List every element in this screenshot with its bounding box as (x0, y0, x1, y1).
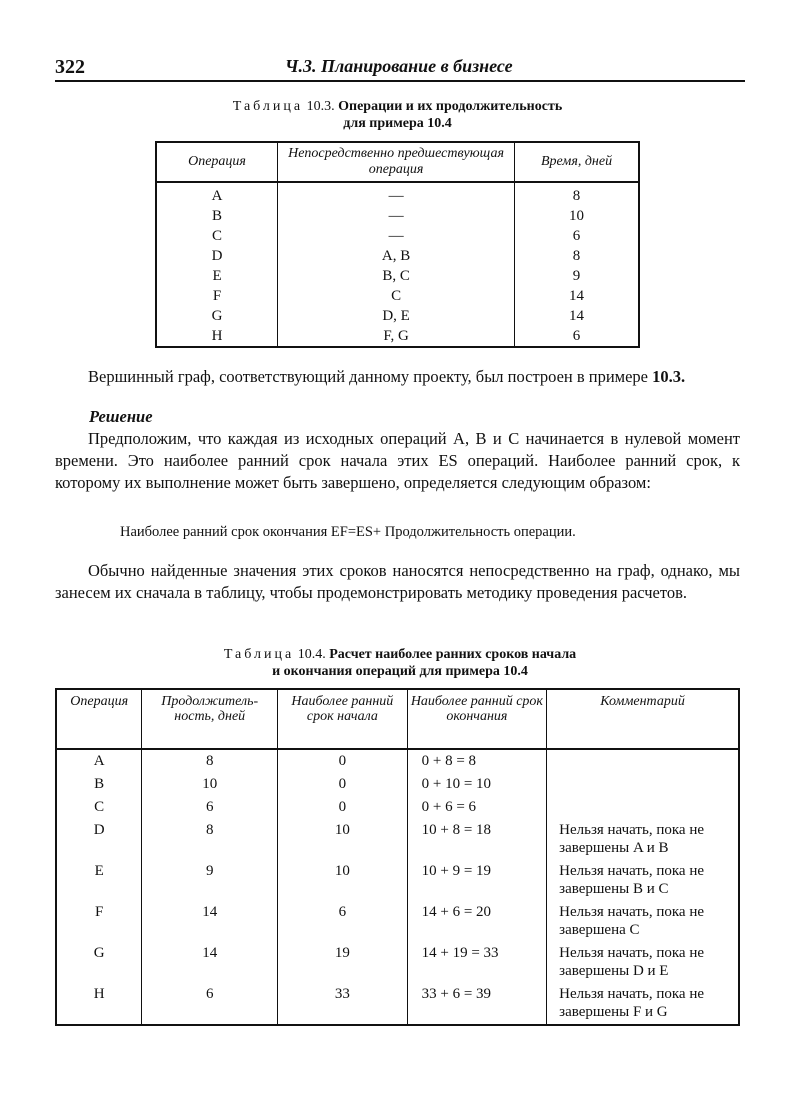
example-reference: 10.3. (652, 367, 686, 386)
table-row (56, 983, 739, 1025)
table-cell: B, C (278, 266, 515, 286)
table-row (56, 796, 739, 819)
table-row (56, 749, 739, 773)
caption-title: Операции и их продолжительность (338, 99, 563, 114)
table-cell: — (278, 206, 515, 226)
table-cell: 6 (572, 328, 581, 344)
caption-number: 10.4. (297, 647, 326, 662)
table-cell: A, B (278, 246, 515, 266)
table-cell (547, 773, 739, 796)
table-cell: 10 + 9 = 19 (407, 860, 547, 901)
paragraph-text: Вершинный граф, соответствующий данному проекту, был построен в примере (88, 367, 653, 386)
table-row (156, 246, 639, 266)
table-cell: C (156, 226, 278, 246)
table-cell: 33 (278, 983, 408, 1025)
table-cell: A (156, 182, 278, 206)
table-row (156, 326, 639, 347)
table-cell: A (56, 749, 142, 773)
table-cell: 6 (572, 228, 581, 244)
table-cell: E (56, 860, 142, 901)
table-10-3-caption (155, 98, 640, 132)
table-cell: H (156, 326, 278, 347)
table-row (156, 266, 639, 286)
table-10-4 (55, 688, 740, 1026)
table-cell: 19 (278, 942, 408, 983)
table-cell: 6 (142, 796, 278, 819)
table-cell: D (56, 819, 142, 860)
table-row (156, 306, 639, 326)
table-cell: F, G (278, 326, 515, 347)
table-row (156, 206, 639, 226)
column-header: Комментарий (547, 689, 739, 749)
table-cell: Нельзя начать, пока не завершены A и B (559, 822, 705, 856)
column-header: Наиболее ранний срок окончания (407, 689, 547, 749)
table-row (156, 226, 639, 246)
table-cell: 10 (278, 860, 408, 901)
table-cell: 0 (278, 749, 408, 773)
table-row (156, 182, 639, 206)
table-cell: Нельзя начать, пока не завершены F и G (559, 986, 705, 1020)
table-cell: 33 + 6 = 39 (407, 983, 547, 1025)
table-cell: 0 + 10 = 10 (407, 773, 547, 796)
table-cell: 8 (142, 749, 278, 773)
table-cell: C (56, 796, 142, 819)
table-10-3 (155, 141, 640, 348)
table-row (56, 901, 739, 942)
caption-title-line2: и окончания операций для примера 10.4 (272, 664, 528, 679)
column-header: Продолжитель-ность, дней (142, 689, 278, 749)
table-cell: 10 (569, 208, 585, 224)
table-cell: 6 (142, 983, 278, 1025)
caption-title-line2: для примера 10.4 (343, 116, 452, 131)
table-cell: B (56, 773, 142, 796)
table-cell: G (156, 306, 278, 326)
table-cell: H (56, 983, 142, 1025)
table-cell: D, E (278, 306, 515, 326)
table-cell: — (278, 226, 515, 246)
page-number: 322 (55, 56, 85, 78)
formula: Наиболее ранний срок окончания EF=ES+ Продолжительность операции. (120, 524, 576, 540)
table-cell: 0 + 6 = 6 (407, 796, 547, 819)
table-cell: B (156, 206, 278, 226)
caption-title: Расчет наиболее ранних сроков начала (329, 647, 577, 662)
running-header (55, 54, 745, 82)
table-10-4-caption (150, 646, 650, 680)
table-cell: 10 (142, 773, 278, 796)
table-row (56, 819, 739, 860)
table-cell: 10 (278, 819, 408, 860)
chapter-title: Ч.3. Планирование в бизнесе (285, 56, 513, 76)
table-cell: 8 (142, 819, 278, 860)
caption-label: Таблица (232, 99, 304, 114)
table-cell: F (56, 901, 142, 942)
table-cell: — (278, 182, 515, 206)
table-cell: 6 (278, 901, 408, 942)
table-row (56, 773, 739, 796)
table-cell: C (278, 286, 515, 306)
table-cell (547, 796, 739, 819)
column-header: Операция (56, 689, 142, 749)
table-row (56, 860, 739, 901)
table-cell: Нельзя начать, пока не завершена C (559, 904, 705, 938)
table-cell: 9 (572, 268, 581, 284)
column-header: Непосредственно предшествующая операция (278, 142, 515, 182)
column-header: Операция (156, 142, 278, 182)
caption-label: Таблица (223, 647, 295, 662)
caption-number: 10.3. (306, 99, 335, 114)
table-cell: Нельзя начать, пока не завершены D и E (559, 945, 705, 979)
table-cell: 14 (569, 308, 585, 324)
table-cell: E (156, 266, 278, 286)
paragraph-solution: Предположим, что каждая из исходных операций A, B и C начинается в нулевой момент времени. Это наиболее ранний срок начала этих ES операций. Наиболее ранний срок, к которому их выполнение может быть завершено, определяется следующим образом: (55, 429, 740, 492)
table-cell: 14 + 6 = 20 (407, 901, 547, 942)
paragraph-method: Обычно найденные значения этих сроков наносятся непосредственно на граф, однако, мы занесем их сначала в таблицу, чтобы продемонстрировать методику проведения расчетов. (55, 561, 740, 602)
table-cell: 0 (278, 796, 408, 819)
table-cell: 14 (142, 901, 278, 942)
paragraph-graph-reference (55, 366, 740, 388)
table-cell: 8 (572, 188, 581, 204)
table-cell: Нельзя начать, пока не завершены B и C (559, 863, 705, 897)
table-cell: D (156, 246, 278, 266)
column-header: Наиболее ранний срок начала (278, 689, 408, 749)
table-cell: 8 (572, 248, 581, 264)
table-cell: G (56, 942, 142, 983)
table-cell: 14 (569, 288, 585, 304)
table-cell: 14 + 19 = 33 (407, 942, 547, 983)
solution-heading: Решение (89, 407, 153, 426)
table-cell: 10 + 8 = 18 (407, 819, 547, 860)
table-cell: 9 (142, 860, 278, 901)
column-header: Время, дней (515, 142, 639, 182)
table-row (156, 286, 639, 306)
table-row (56, 942, 739, 983)
table-cell: F (156, 286, 278, 306)
table-cell: 14 (142, 942, 278, 983)
table-cell: 0 + 8 = 8 (407, 749, 547, 773)
table-cell (547, 749, 739, 773)
table-cell: 0 (278, 773, 408, 796)
